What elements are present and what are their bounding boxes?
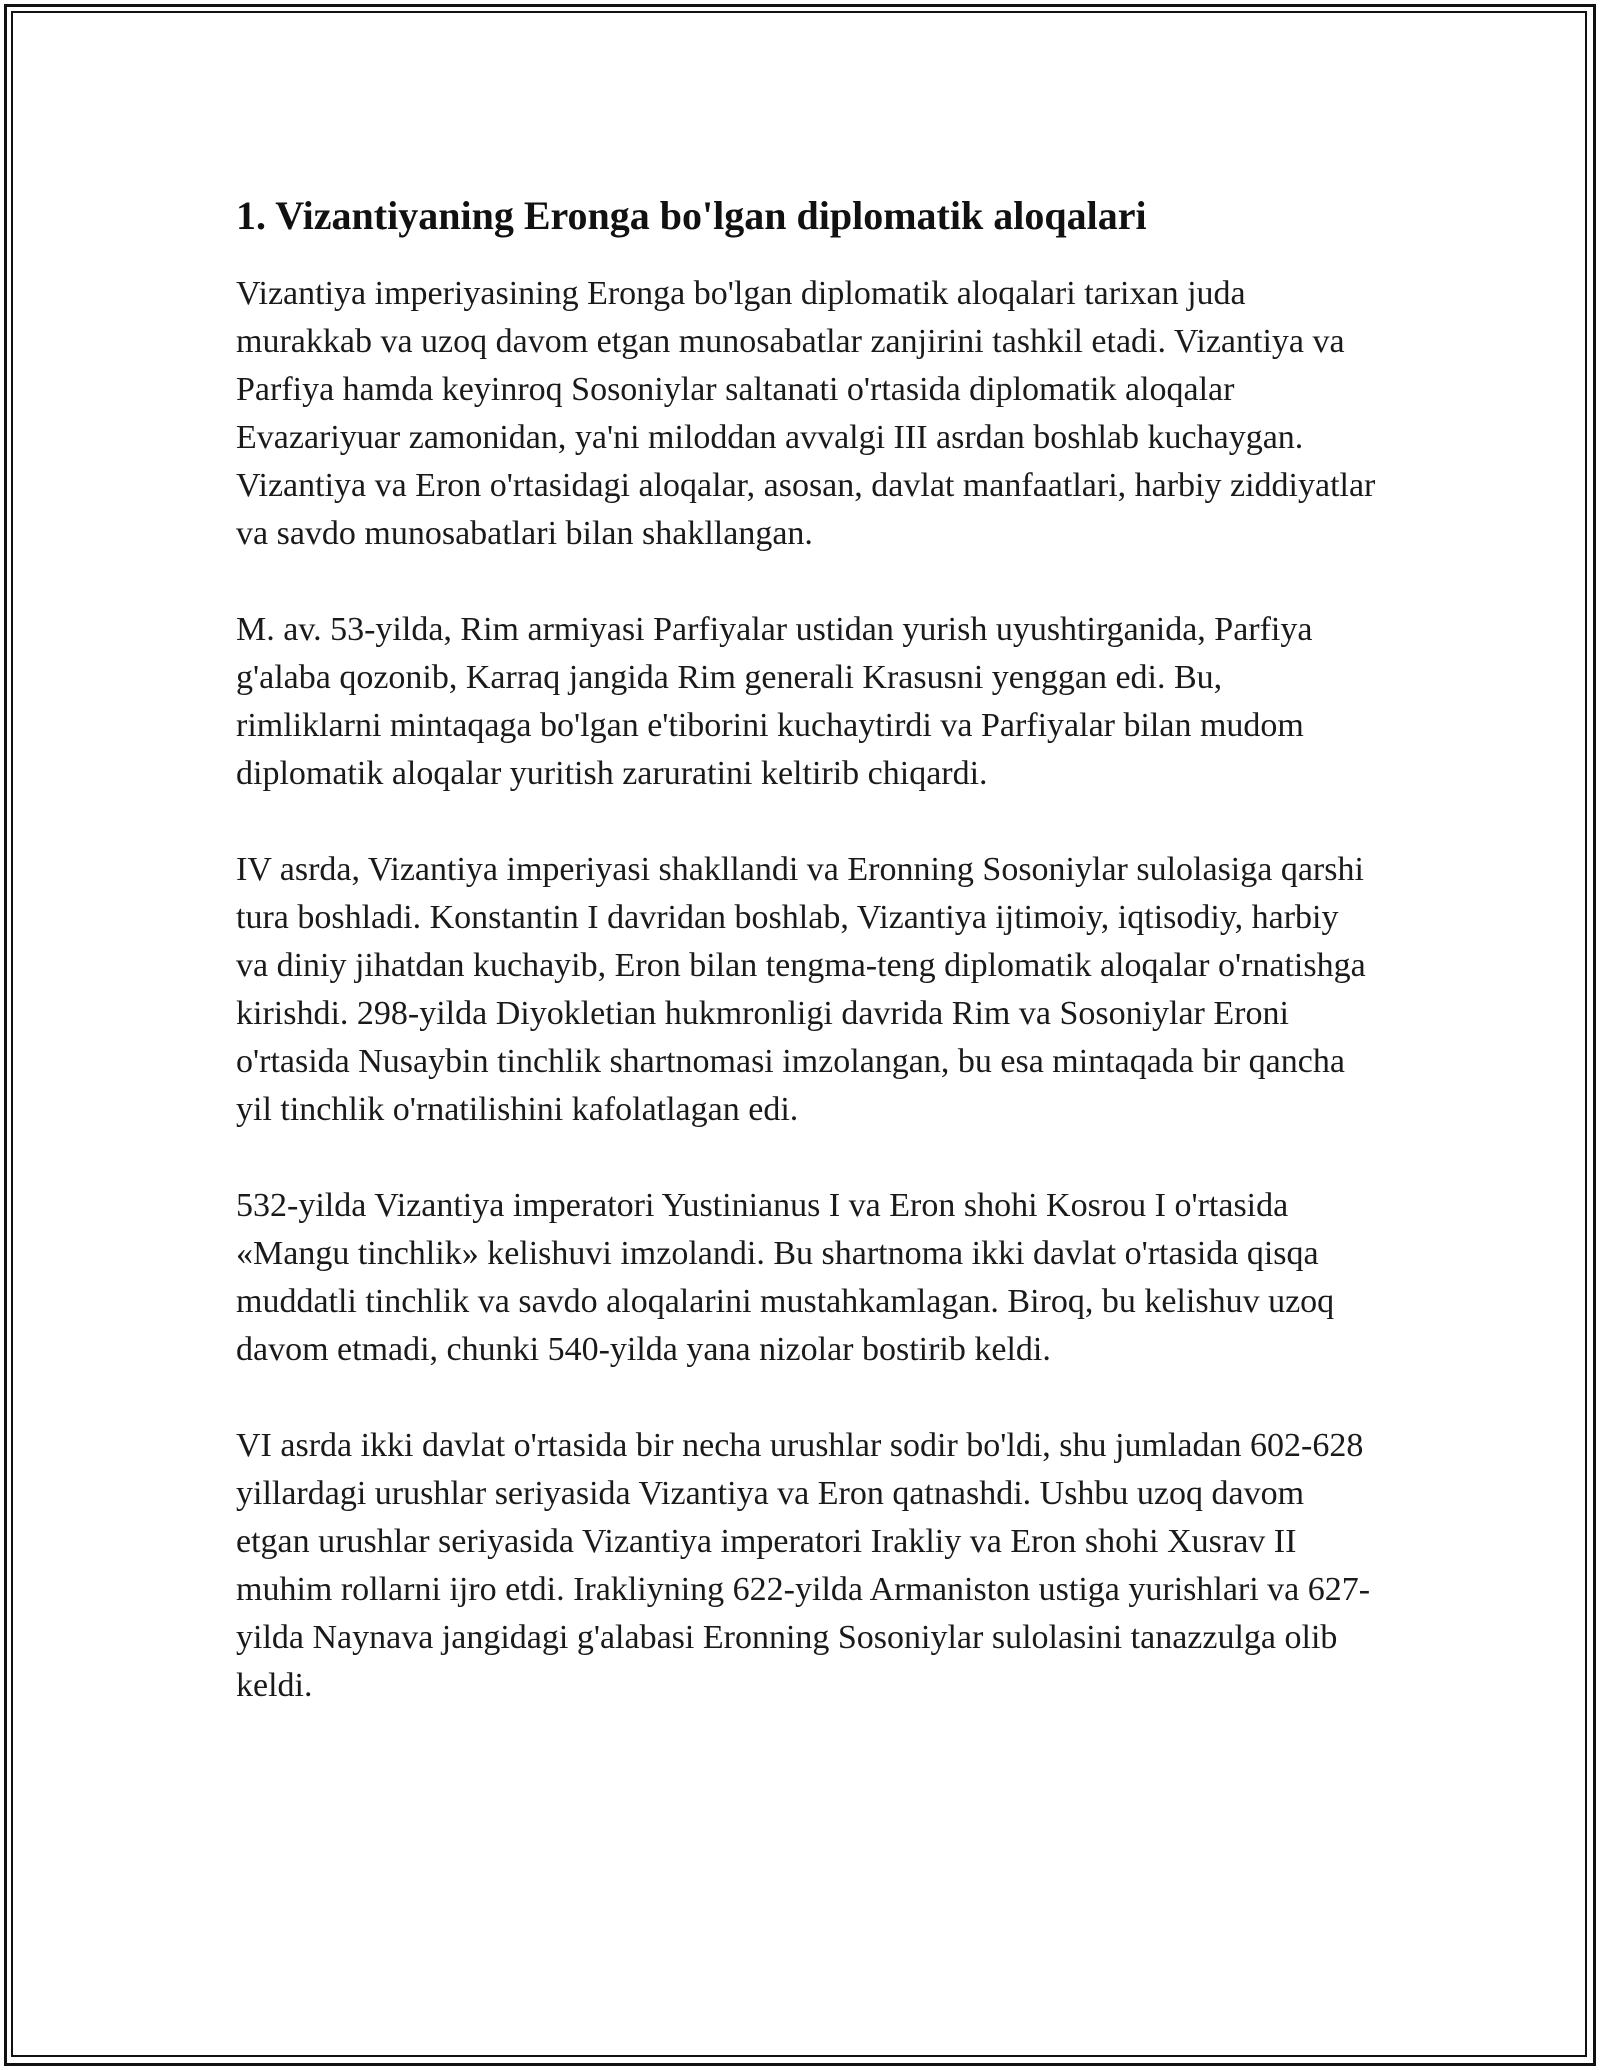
paragraph-2: M. av. 53-yilda, Rim armiyasi Parfiyalar ustidan yurish uyushtirganida, Parfiya g'alaba qozonib, Karraq jangida Rim generali Krasusni yenggan edi. Bu, rimliklarni mintaqaga bo'lgan e'tiborini kuchaytirdi va Parfiyalar bilan mudom diplomatik aloqalar yuritish zaruratini keltirib chiqardi. [236,611,1313,792]
paragraph-5: VI asrda ikki davlat o'rtasida bir necha urushlar sodir bo'ldi, shu jumladan 602-628 yillardagi urushlar seriyasida Vizantiya va Eron qatnashdi. Ushbu uzoq davom etgan urushlar seriyasida Vizantiya imperatori Irakliy va Eron shohi Xusrav II muhim rollarni ijro etdi. Irakliyning 622-yilda Armaniston ustiga yurishlari va 627-yilda Naynava jangidagi g'alabasi Eronning Sosoniylar sulolasini tanazzulga olib keldi. [236,1427,1371,1704]
paragraph-4: 532-yilda Vizantiya imperatori Yustinianus I va Eron shohi Kosrou I o'rtasida «Mangu tinchlik» kelishuvi imzolandi. Bu shartnoma ikki davlat o'rtasida qisqa muddatli tinchlik va savdo aloqalarini mustahkamlagan. Biroq, bu kelishuv uzoq davom etmadi, chunki 540-yilda yana nizolar bostirib keldi. [236,1187,1335,1368]
document-body [236,180,1376,1758]
paragraph-3: IV asrda, Vizantiya imperiyasi shakllandi va Eronning Sosoniylar sulolasiga qarshi tura boshladi. Konstantin I davridan boshlab, Vizantiya ijtimoiy, iqtisodiy, harbiy va diniy jihatdan kuchayib, Eron bilan tengma-teng diplomatik aloqalar o'rnatishga kirishdi. 298-yilda Diyokletian hukmronligi davrida Rim va Sosoniylar Eroni o'rtasida Nusaybin tinchlik shartnomasi imzolangan, bu esa mintaqada bir qancha yil tinchlik o'rnatilishini kafolatlagan edi. [236,851,1366,1128]
section-heading: 1. Vizantiyaning Eronga bo'lgan diplomatik aloqalari [236,193,1147,238]
paragraph-1: Vizantiya imperiyasining Eronga bo'lgan diplomatik aloqalari tarixan juda murakkab va uzoq davom etgan munosabatlar zanjirini tashkil etadi. Vizantiya va Parfiya hamda keyinroq Sosoniylar saltanati o'rtasida diplomatik aloqalar Evazariyuar zamonidan, ya'ni miloddan avvalgi III asrdan boshlab kuchaygan. Vizantiya va Eron o'rtasidagi aloqalar, asosan, davlat manfaatlari, harbiy ziddiyatlar va savdo munosabatlari bilan shakllangan. [236,275,1376,552]
